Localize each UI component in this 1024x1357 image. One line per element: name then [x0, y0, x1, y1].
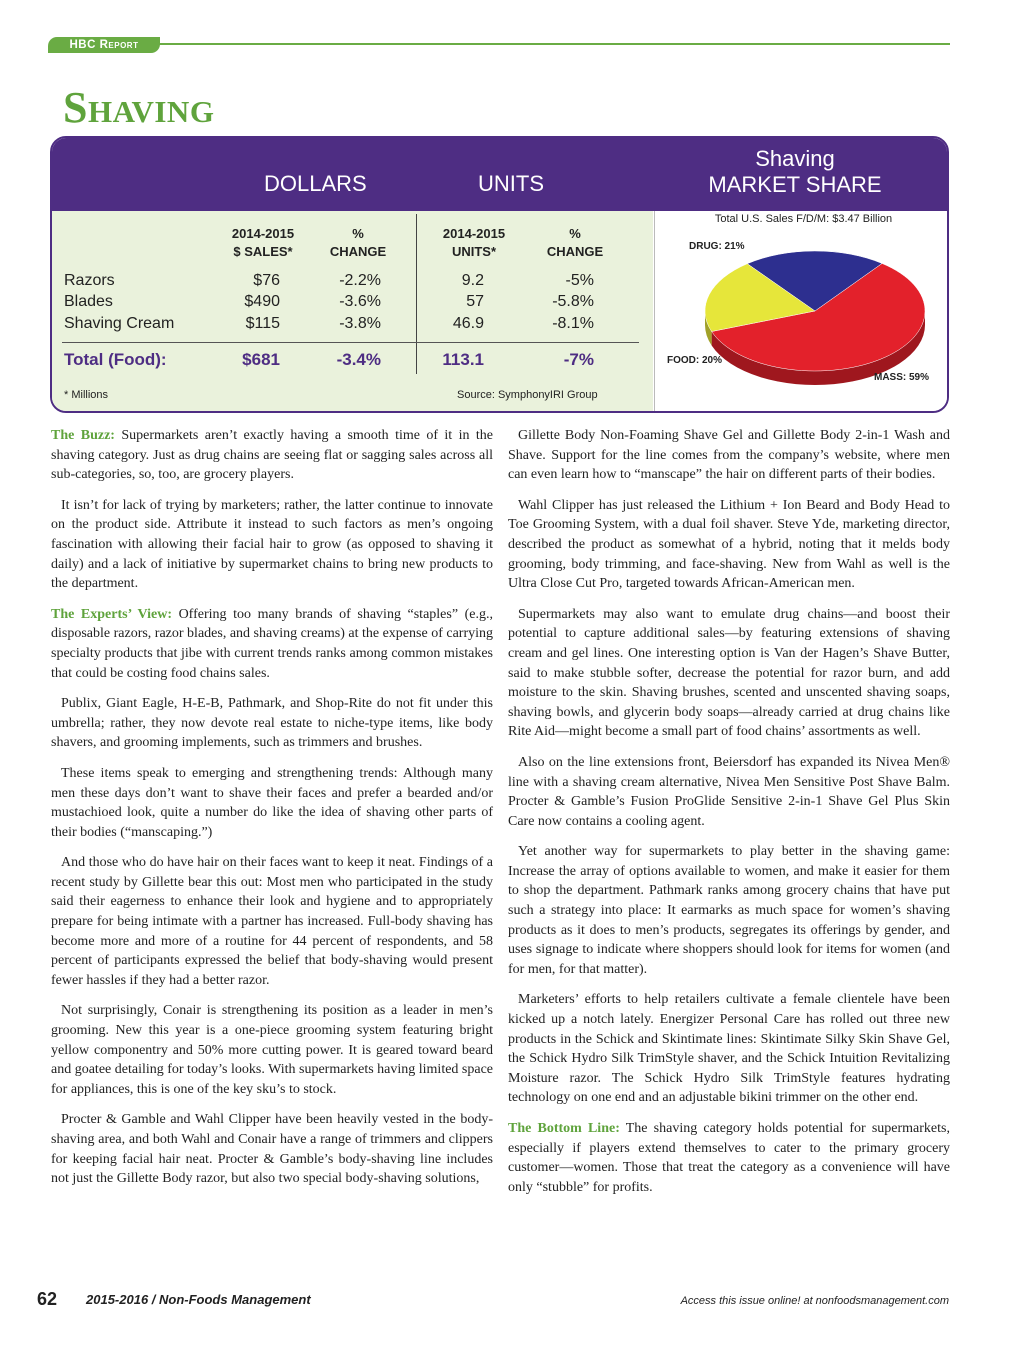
- access-online-note: Access this issue online! at nonfoodsmanagement.com: [680, 1295, 949, 1307]
- units-cell: 57: [466, 293, 484, 310]
- header-rule: [158, 43, 950, 45]
- sales-cell: $115: [245, 315, 280, 332]
- sales-change-cell: -2.2%: [339, 272, 381, 289]
- market-share-heading: [655, 146, 935, 198]
- units-header-line1: 2014-2015: [442, 226, 506, 241]
- article-column-right: [508, 426, 950, 1208]
- market-share-caption: Total U.S. Sales F/D/M: $3.47 Billion: [714, 213, 893, 225]
- article-paragraph: [51, 1110, 493, 1188]
- units-change-header-line2: CHANGE: [546, 244, 604, 259]
- pie-label-drug: DRUG: 21%: [689, 241, 745, 252]
- sales-cell: $76: [253, 272, 280, 289]
- article-paragraph: [508, 842, 950, 979]
- paragraph-text: Yet another way for supermarkets to play better in the shaving game: Increase the array of options available to women, and make it easier for them to shop the department. Pathmark ranks among grocery chains that have put such a strategy into place: It earmarks as much space for women’s shaving products as it does to men’s products, segregates its offerings by gender, and uses signage to indicate where shoppers should look for items for women (and for men, for that matter).: [508, 844, 950, 977]
- table-footnote: * Millions: [64, 389, 109, 401]
- paragraph-lead: The Experts’ View:: [51, 606, 172, 622]
- paragraph-text: Supermarkets may also want to emulate drug chains—and boost their potential to capture additional sales—by featuring extensions of shaving cream and gel lines. One interesting option is Van der Hagen’s Shave Butter, said to make stubble softer, decrease the potential for razor burn, and add moisture to the skin. Shaving brushes, scented and unscented shaving soaps, shaving bowls, and glycerin body soaps—already carried at drug chains like Rite Aid—might become a small part of food chains’ assortments as well.: [508, 606, 950, 740]
- paragraph-lead: The Buzz:: [51, 428, 115, 443]
- publication-name: 2015-2016 / Non-Foods Management: [86, 1292, 311, 1307]
- article-paragraph: [51, 853, 493, 990]
- article-column-left: [51, 426, 493, 1200]
- dollars-heading: DOLLARS: [264, 171, 367, 196]
- article-paragraph: [508, 496, 950, 594]
- total-sales-change-cell: -3.4%: [336, 350, 381, 369]
- paragraph-text: Offering too many brands of shaving “staples” (e.g., disposable razors, razor blades, and shaving creams) at the expense of carrying specialty products that jibe with current trends ranks among common mistakes that could be costing food chains sales.: [51, 606, 493, 681]
- total-units-change-cell: -7%: [563, 350, 594, 369]
- sales-header-line2: $ SALES*: [233, 244, 293, 259]
- article-paragraph: [51, 1001, 493, 1099]
- paragraph-text: Not surprisingly, Conair is strengthening its position as a leader in men’s grooming. New this year is a one-piece grooming system featuring bright yellow componentry and 50% more cutting power. It is geared toward beard and goatee detailing for today’s looks. With supermarkets having limited space for appliances, this is one of the key sku’s to stock.: [51, 1003, 494, 1097]
- paragraph-text: And those who do have hair on their faces want to keep it neat. Findings of a recent study by Gillette bear this out: Most men who participated in the study said their eagerness to enhance their look and hygiene and to appropriately prepare for being intimate with a partner has increased. Full-body shaving has become more and more of a routine for 44 percent of respondents, and 58 percent of participants expressed the belief that body-shaving would present fewer hassles if they had a better razor.: [51, 855, 493, 988]
- units-change-cell: -5%: [565, 272, 594, 289]
- sales-change-header-line2: CHANGE: [329, 244, 387, 259]
- section-tag: HBC Report: [48, 37, 160, 53]
- article-paragraph: [508, 1119, 950, 1197]
- units-change-header-line1: %: [569, 226, 581, 241]
- page-number: 62: [37, 1289, 58, 1309]
- article-paragraph: [51, 496, 493, 594]
- page-title: Shaving: [63, 83, 215, 132]
- paragraph-text: Wahl Clipper has just released the Lithium + Ion Beard and Body Head to Toe Grooming System, with a dual foil shaver. Steve Yde, marketing director, described the product as somewhat of a hybrid, noting that it melds body grooming, body trimming, and face-shaving. New from Wahl as well is the Ultra Close Cut Pro, targeted towards African-American men.: [508, 497, 950, 592]
- sales-header-line1: 2014-2015: [231, 226, 295, 241]
- article-paragraph: [508, 990, 950, 1108]
- paragraph-text: It isn’t for lack of trying by marketers; rather, the latter continue to innovate on the product side. Attribute it instead to such factors as men’s ongoing fascination with allowing their facial hair to grow (as opposed to shaving it daily) and a lack of initiative by supermarket chains to bring new products to the department.: [51, 497, 493, 592]
- units-change-cell: -8.1%: [552, 315, 594, 332]
- paragraph-text: The shaving category holds potential for supermarkets, especially if players extend themselves to cater to the primary grocery customer—women. Those that treat the category as a convenience will have only “stubble” for profits.: [508, 1121, 950, 1195]
- units-heading: UNITS: [478, 171, 544, 196]
- row-label: Shaving Cream: [64, 315, 175, 332]
- total-units-cell: 113.1: [442, 350, 484, 369]
- market-share-title-line2: MARKET SHARE: [708, 172, 882, 197]
- units-column-header: [426, 225, 522, 261]
- paragraph-text: These items speak to emerging and strengthening trends: Although many men these days don’t want to shave their faces and prefer a bearded and/or mustachioed look, quite a number do like the idea of shaving other parts of their bodies (“manscaping.”): [51, 765, 493, 840]
- sales-column-header: [218, 225, 308, 261]
- paragraph-text: Gillette Body Non-Foaming Shave Gel and Gillette Body 2-in-1 Wash and Shave. Support for the line comes from the company’s website, where men can even learn how to “manscape” the hair on different parts of their bodies.: [508, 428, 950, 483]
- units-change-column-header: [532, 225, 618, 261]
- panel-header: [52, 138, 947, 211]
- article-paragraph: [508, 753, 950, 831]
- sales-table: [52, 211, 653, 413]
- sales-change-header-line1: %: [352, 226, 364, 241]
- article-paragraph: [51, 426, 493, 485]
- sales-change-cell: -3.6%: [339, 293, 381, 310]
- total-sales-cell: $681: [242, 350, 280, 369]
- units-cell: 46.9: [452, 315, 484, 332]
- column-divider: [416, 214, 417, 374]
- article-paragraph: [508, 426, 950, 485]
- units-cell: 9.2: [461, 272, 484, 289]
- sales-cell: $490: [244, 293, 280, 310]
- paragraph-text: Marketers’ efforts to help retailers cultivate a female clientele have been kicked up a notch lately. Energizer Personal Care has rolled out three new products in the Schick and Skintimate lines: Skintimate Silky Skin Shave Gel, the Schick Hydro Silk TrimStyle shaver, and the Schick Intuition Revitalizing Moisture razor. The Schick Hydro Silk TrimStyle features hydrating technology on one end and an adjustable bikini trimmer on the other end.: [508, 992, 950, 1106]
- sales-panel: [50, 136, 949, 413]
- article-paragraph: [508, 605, 950, 742]
- total-label: Total (Food):: [64, 350, 167, 369]
- units-change-cell: -5.8%: [552, 293, 594, 310]
- article-paragraph: [51, 605, 493, 683]
- row-label: Blades: [64, 293, 113, 310]
- paragraph-text: Publix, Giant Eagle, H-E-B, Pathmark, and Shop-Rite do not fit under this umbrella; rather, they now devote real estate to niche-type items, like body shavers, and grooming implements, such as trimmers and brushes.: [51, 696, 493, 751]
- paragraph-text: Also on the line extensions front, Beiersdorf has expanded its Nivea Men® line with a shaving cream alternative, Nivea Men Sensitive Post Shave Balm. Procter & Gamble’s Fusion ProGlide Sensitive 2-in-1 Shave Gel Plus Skin Care now contains a cooling agent.: [508, 754, 950, 829]
- pie-label-food: FOOD: 20%: [667, 355, 723, 366]
- market-share-chart: [654, 211, 949, 413]
- paragraph-text: Procter & Gamble and Wahl Clipper have been heavily vested in the body-shaving area, and both Wahl and Conair have a range of trimmers and clippers for keeping facial hair neat. Procter & Gamble’s body-shaving line includes not just the Gillette Body razor, but also two special body-shaving solutions,: [51, 1112, 493, 1187]
- market-share-title-line1: Shaving: [755, 146, 835, 171]
- total-divider: [62, 342, 639, 343]
- pie-label-mass: MASS: 59%: [874, 372, 930, 383]
- article-paragraph: [51, 694, 493, 753]
- sales-change-cell: -3.8%: [339, 315, 381, 332]
- sales-change-column-header: [318, 225, 398, 261]
- row-label: Razors: [64, 272, 115, 289]
- paragraph-text: Supermarkets aren’t exactly having a smooth time of it in the shaving category. Just as drug chains are seeing flat or sagging sales across all sub-categories, so, too, are grocery players.: [51, 428, 493, 483]
- source-note: Source: SymphonyIRI Group: [457, 389, 598, 401]
- units-header-line2: UNITS*: [451, 244, 497, 259]
- paragraph-lead: The Bottom Line:: [508, 1121, 620, 1136]
- article-paragraph: [51, 764, 493, 842]
